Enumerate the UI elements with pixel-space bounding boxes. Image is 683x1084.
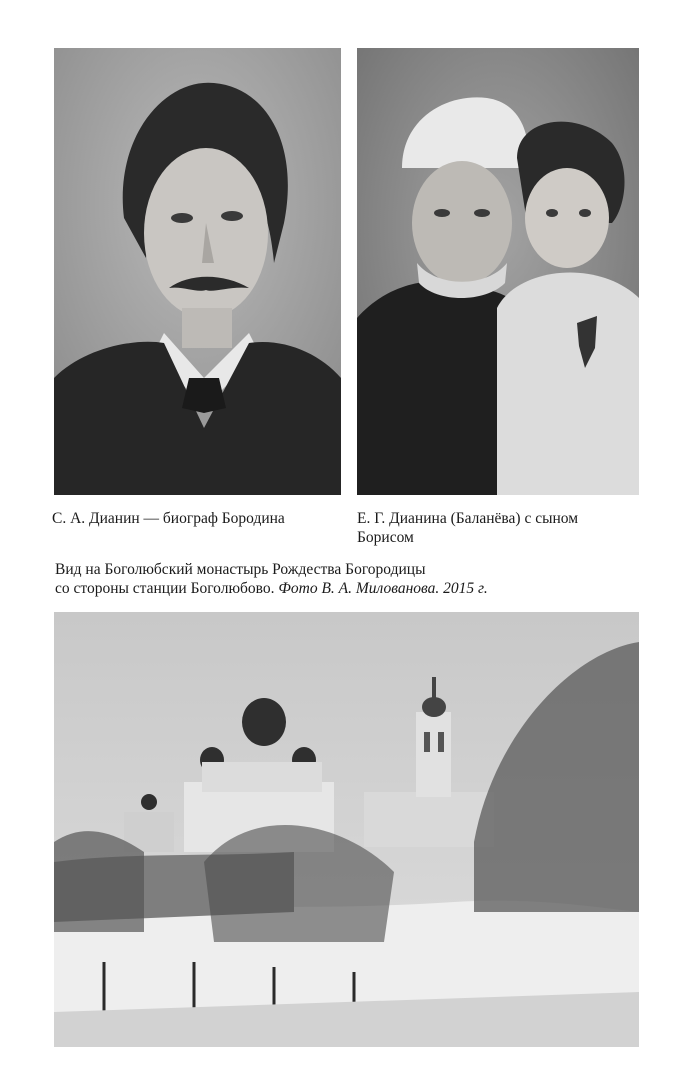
caption-monastery-line1: Вид на Боголюбский монастырь Рождества Богородицы bbox=[55, 561, 426, 578]
portrait-dianin-photo bbox=[54, 48, 341, 495]
caption-dianin: С. А. Дианин — биограф Бородина bbox=[52, 510, 285, 527]
portrait-dianina-photo bbox=[357, 48, 639, 495]
monastery-photo bbox=[54, 612, 639, 1047]
caption-monastery-line2 bbox=[55, 579, 488, 598]
caption-monastery-credit: Фото В. А. Милованова. 2015 г. bbox=[278, 580, 488, 597]
caption-monastery-location: со стороны станции Боголюбово. bbox=[55, 580, 275, 597]
caption-dianina-line2: Борисом bbox=[357, 529, 414, 546]
caption-dianina-line1: Е. Г. Дианина (Баланёва) с сыном bbox=[357, 510, 579, 527]
caption-dianina bbox=[357, 509, 657, 547]
caption-monastery bbox=[55, 560, 488, 598]
